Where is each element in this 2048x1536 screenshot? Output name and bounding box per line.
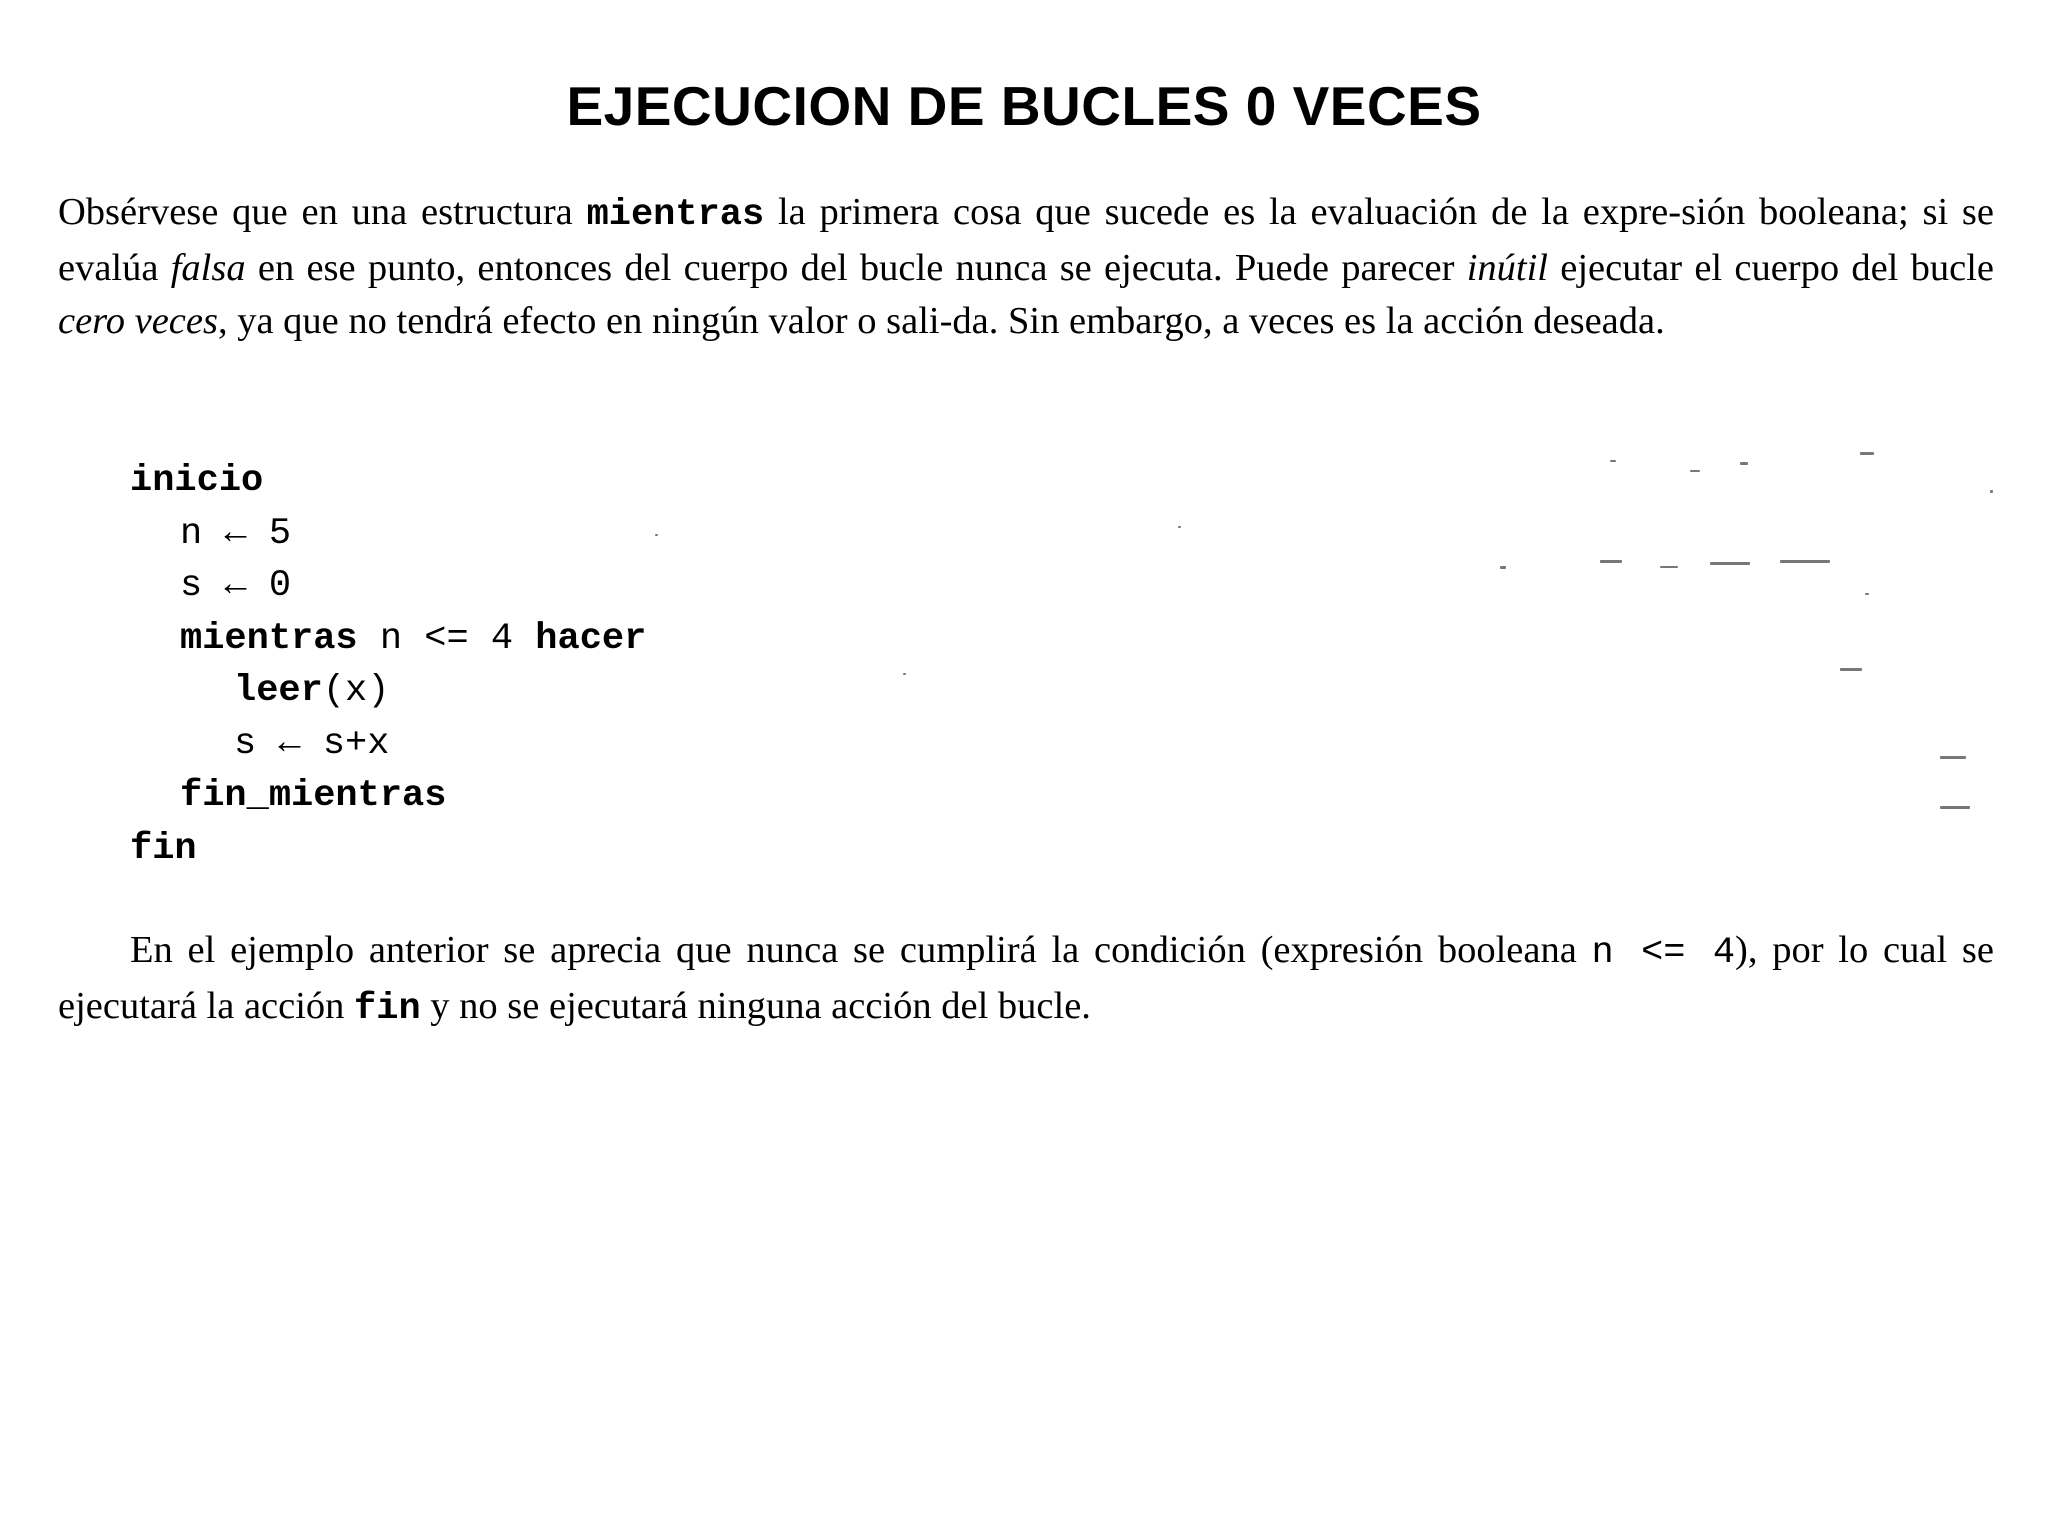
code-line-leer bbox=[130, 665, 646, 718]
code-line-fin-mientras: fin_mientras bbox=[180, 775, 447, 817]
scan-speck bbox=[1178, 526, 1181, 528]
emphasis-cero-veces: cero veces bbox=[58, 300, 218, 342]
conclusion-paragraph bbox=[58, 924, 1994, 1036]
scan-speck bbox=[655, 534, 658, 536]
code-keyword-hacer: hacer bbox=[535, 617, 647, 660]
page-title: EJECUCION DE BUCLES 0 VECES bbox=[566, 75, 1482, 137]
conclusion-text-3: y no se ejecutará ninguna acción del bucle. bbox=[420, 985, 1091, 1027]
scan-speck bbox=[1610, 460, 1616, 462]
intro-paragraph bbox=[58, 186, 1994, 348]
keyword-fin: fin bbox=[354, 988, 421, 1030]
scan-speck bbox=[1500, 566, 1506, 569]
code-keyword-leer: leer bbox=[234, 670, 323, 712]
code-line-assign-n: n ← 5 bbox=[180, 512, 292, 555]
scan-speck bbox=[1780, 560, 1830, 563]
scan-speck bbox=[1860, 452, 1874, 455]
emphasis-inutil: inútil bbox=[1466, 247, 1549, 289]
code-keyword-mientras: mientras bbox=[180, 617, 358, 660]
code-line-sum: s ← s+x bbox=[234, 722, 390, 765]
scan-speck bbox=[1660, 566, 1678, 568]
intro-text-5: , ya que no tendrá efecto en ningún valor o sali-da. Sin embargo, a veces es la acción deseada. bbox=[217, 300, 1665, 342]
code-leer-argument: (x) bbox=[322, 670, 390, 712]
scan-speck bbox=[903, 673, 906, 675]
intro-text-2: la primera cosa que sucede es la evaluación de la expre-sión booleana; si se evalúa bbox=[58, 191, 1994, 289]
scan-speck bbox=[1710, 562, 1750, 565]
scan-speck bbox=[1690, 470, 1700, 472]
keyword-mientras: mientras bbox=[586, 194, 765, 236]
intro-text-3: en ese punto, entonces del cuerpo del bucle nunca se ejecuta. Puede parecer bbox=[245, 247, 1467, 289]
code-line-assign-s: s ← 0 bbox=[180, 565, 292, 607]
pseudocode-block bbox=[130, 455, 646, 875]
emphasis-falsa: falsa bbox=[170, 247, 246, 289]
scan-speck bbox=[1940, 806, 1970, 809]
code-line-inicio: inicio bbox=[130, 460, 264, 502]
scan-speck bbox=[1865, 593, 1869, 595]
code-line-mientras bbox=[130, 613, 646, 666]
intro-text-1: Obsérvese que en una estructura bbox=[58, 191, 587, 233]
scan-speck bbox=[1940, 756, 1966, 759]
intro-text-4: ejecutar el cuerpo del bucle bbox=[1548, 247, 1995, 289]
scan-speck bbox=[1840, 668, 1862, 671]
boolean-expression: n <= 4 bbox=[1591, 932, 1736, 974]
scan-speck bbox=[1990, 490, 1993, 493]
conclusion-text-2: ), por lo cual se ejecutará la acción bbox=[58, 929, 1994, 1027]
code-condition: n <= 4 bbox=[357, 617, 536, 660]
scan-speck bbox=[1600, 560, 1622, 563]
scan-speck bbox=[1740, 462, 1748, 465]
conclusion-text-1: En el ejemplo anterior se aprecia que nunca se cumplirá la condición (expresión booleana bbox=[130, 929, 1592, 971]
code-line-fin: fin bbox=[130, 827, 197, 870]
